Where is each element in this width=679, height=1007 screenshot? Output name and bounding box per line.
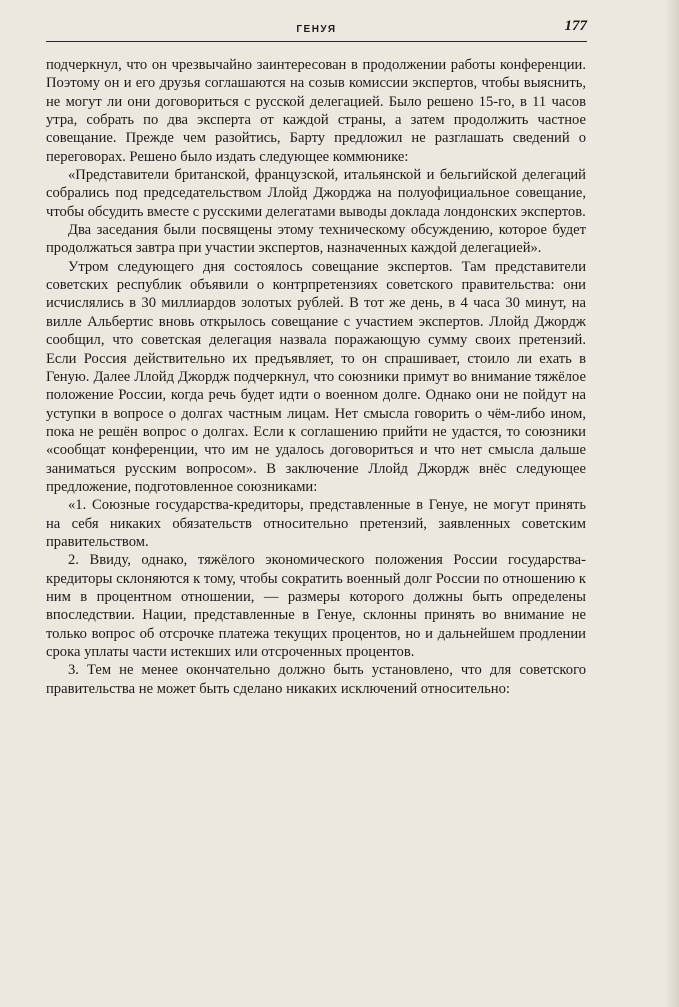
paragraph: 3. Тем не менее окончательно должно быть установлено, что для советского правительства не может быть сделано никаких исключений относительно: [46, 662, 586, 697]
page-number: 177 [564, 18, 587, 34]
paragraph: Два заседания были посвящены этому техническому обсуждению, которое будет продолжаться завтра при участии экспертов, назначенных каждой делегацией». [46, 222, 586, 257]
header-divider [46, 41, 587, 42]
paragraph: подчеркнул, что он чрезвычайно заинтересован в продолжении работы конференции. Поэтому он и его друзья соглашаются на созыв комиссии экспертов, чтобы выяснить, не могут ли они договориться с русской делегацией. Было решено 15-го, в 11 часов утра, собрать по два эксперта от каждой страны, а затем продолжить частное совещание. Прежде чем разойтись, Барту предложил не разглашать сведений о переговорах. Решено было издать следующее коммюнике: [46, 57, 586, 165]
paragraph: 2. Ввиду, однако, тяжёлого экономического положения России государства-кредиторы склоняются к тому, чтобы сократить военный долг России по отношению к ним в процентном отношении, — размеры которого должны быть определены впоследствии. Нации, представленные в Генуе, склонны принять во внимание не только вопрос об отсрочке платежа текущих процентов, но и дальнейшем продлении срока уплаты части истекших или отсроченных процентов. [46, 552, 586, 660]
paragraph: Утром следующего дня состоялось совещание экспертов. Там представители советских республик объявили о контрпретензиях советского правительства: они исчислялись в 30 миллиардов золотых рублей. В тот же день, в 4 часа 30 минут, на вилле Альбертис вновь открылось совещание с участием экспертов. Ллойд Джордж сообщил, что советская делегация назвала поражающую сумму своих претензий. Если Россия действительно их предъявляет, то он спрашивает, стоило ли ехать в Геную. Далее Ллойд Джордж подчеркнул, что союзники примут во внимание тяжёлое положение России, когда речь будет идти о военном долге. Однако они не пойдут на уступки в вопросе о долгах частным лицам. Нет смысла говорить о чём-либо ином, пока не решён вопрос о долгах. Если к соглашению прийти не удастся, то союзники «сообщат конференции, что им не удалось договориться и что нет смысла дальше заниматься русским вопросом». В заключение Ллойд Джордж внёс следующее предложение, подготовленное союзниками: [46, 258, 586, 495]
body-text [46, 56, 586, 698]
paragraph: «Представители британской, французской, итальянской и бельгийской делегаций собрались под председательством Ллойд Джорджа на полуофициальное совещание, чтобы обсудить вместе с русскими делегатами выводы доклада лондонских экспертов. [46, 167, 586, 220]
paragraph: «1. Союзные государства-кредиторы, представленные в Генуе, не могут принять на себя никаких обязательств относительно претензий, заявленных советским правительством. [46, 497, 586, 550]
page-header [46, 18, 587, 40]
page-edge-shadow [665, 0, 679, 1007]
running-title: ГЕНУЯ [296, 24, 337, 35]
